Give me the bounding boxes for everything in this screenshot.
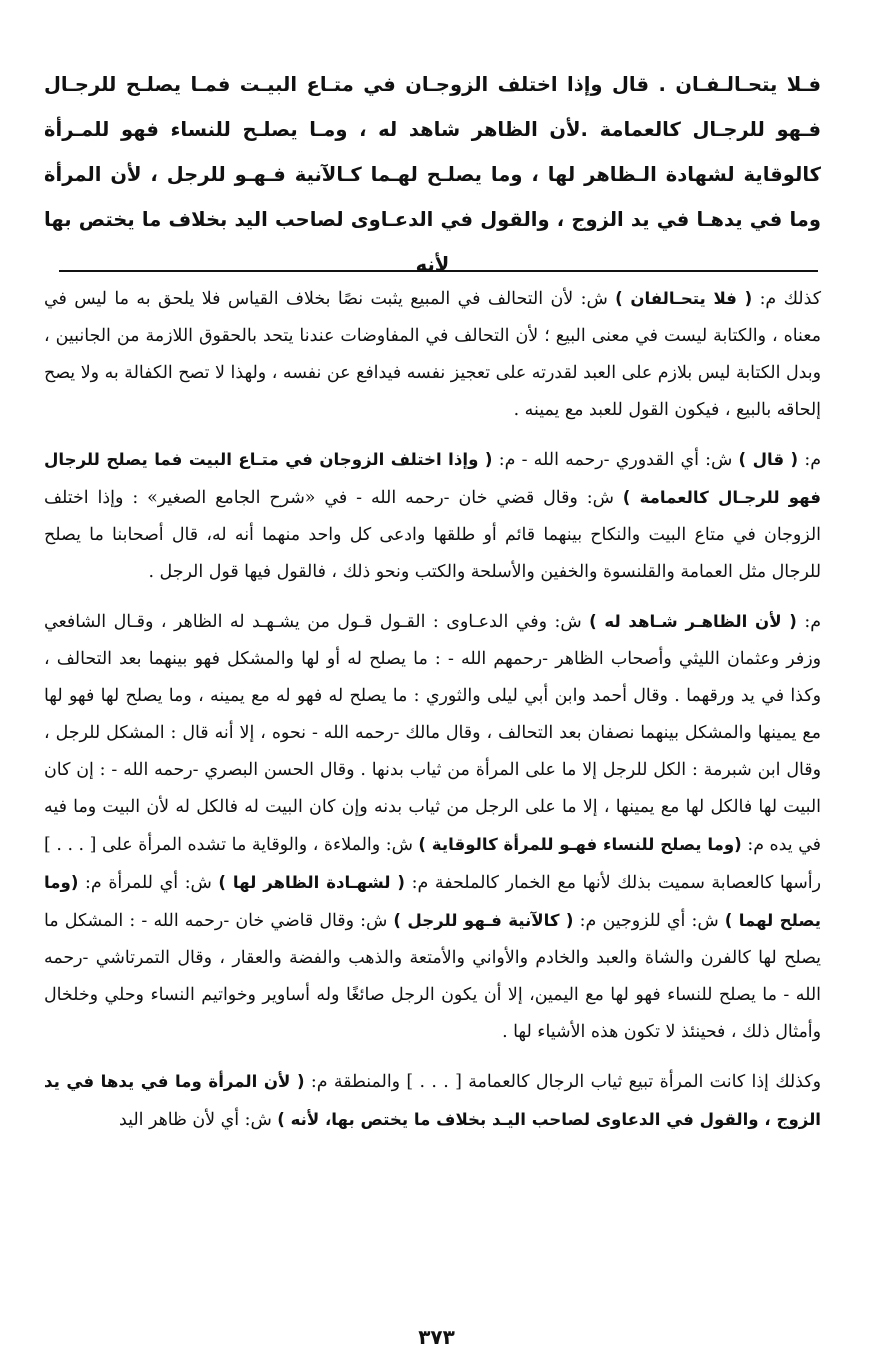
main-text: فـلا يتحـالـفـان . قال وإذا اختلف الزوجـان في متـاع البيـت فمـا يصلـح للرجـال فـهو للرجـال كالعمامة .لأن الظاهر شاهد له ، ومـا يصلـح للنساء فهو للمـرأة كالوقاية لشهادة الـظاهر لها ، وما يصلـح لهـما كـالآنية فـهـو للرجل ، لأن المرأة وما في يدهـا في يد الزوج ، والقول في الدعـاوى لصاحب اليد بخلاف ما يختص بها لأنه <box>44 73 821 276</box>
commentary-text: ش: وقال قاضي خان -رحمه الله - : المشكل ما يصلح لها كالفرن والشاة والعبد والخادم والأواني والأمتعة والذهب والفضة والعقار ، وقال التمرتاشي -رحمه الله - ما يصلح للنساء فهو لها مع اليمين، إلا أن يكون الرجل صائغًا وله أساوير وخواتيم النساء وحلي وخلخال وأمثال ذلك ، فحينئذ لا تكون هذه الأشياء لها . <box>44 911 821 1042</box>
commentary-text: ش: أي لأن ظاهر اليد <box>118 1110 278 1130</box>
commentary <box>44 280 821 1151</box>
commentary-paragraph <box>44 441 821 591</box>
commentary-text: ش: والملاءة ، والوقاية ما تشده المرأة على [ . . . ] رأسها كالعصابة سميت بذلك لأنها مع الخمار كالملحفة م: <box>44 835 821 893</box>
quoted-matn: ( فلا يتحـالفان ) <box>615 289 753 308</box>
commentary-text: ش: وفي الدعـاوى : القـول قـول من يشـهـد له الظاهر ، وقـال الشافعي وزفر وعثمان الليثي وأصحاب الظاهر -رحمهم الله - : ما يصلح له أو لها والمشكل فهو بينهما بعد التحالف ، وكذا في يد ورقهما . وقال أحمد وابن أبي ليلى والثوري : ما يصلح له فهو له مع يمينه ، وما يصلح لها فهو لها مع يمينها والمشكل بينهما نصفان بعد التحالف ، وقال مالك -رحمه الله - نحوه ، إلا أنه قال : المشكل للرجل ، وقال ابن شبرمة : الكل للرجل إلا ما على المرأة من ثياب بدنها . وقال الحسن البصري -رحمه الله - : إن كان البيت لها فالكل لها مع يمينها ، إلا ما على الرجل من ثياب بدنه وإن كان البيت له فالكل له لأن البيت وما فيه في يده م: <box>44 612 821 855</box>
quoted-matn: ( لأن المرأة وما في يدها في يد الزوج ، والقول في الدعاوى لصاحب اليـد بخلاف ما يختص بها، لأنه ) <box>44 1072 821 1129</box>
commentary-text: وكذلك إذا كانت المرأة تبيع ثياب الرجال كالعمامة [ . . . ] والمنطقة م: <box>304 1072 821 1092</box>
quoted-matn: ( كالآنية فـهو للرجل ) <box>393 911 574 930</box>
quoted-matn: ( لأن الظاهـر شـاهد له ) <box>589 612 797 631</box>
page-number: ٣٧٣ <box>418 1325 455 1349</box>
quoted-matn: ( وإذا اختلف الزوجان في متـاع البيت فما يصلح للرجال فهو للرجـال كالعمامة ) <box>44 450 821 507</box>
commentary-text: م: <box>798 450 822 470</box>
commentary-text: م: <box>796 612 822 632</box>
commentary-text: ش: أي القدوري -رحمه الله - م: <box>492 450 739 470</box>
quoted-matn: ( لشهـادة الظاهر لها ) <box>218 873 405 892</box>
commentary-paragraph <box>44 280 821 429</box>
commentary-paragraph <box>44 603 821 1051</box>
separator-line <box>59 270 818 272</box>
commentary-text: ش: وقال قضي خان -رحمه الله - في «شرح الجامع الصغير» : وإذا اختلف الزوجان في متاع البيت والنكاح بينهما قائم أو طلقها وادعى كل واحد منهما أنه له، قال أصحابنا ما يصلح للرجال مثل العمامة والقلنسوة والخفين والأسلحة والكتب ونحو ذلك ، فالقول فيها قول الرجل . <box>44 488 821 582</box>
quoted-matn: (وما يصلح لهما ) <box>44 873 821 930</box>
commentary-text: ش: لأن التحالف في المبيع يثبت نصًا بخلاف القياس فلا يلحق به ما ليس في معناه ، والكتابة ليست في معنى البيع ؛ لأن التحالف في المفاوضات عندنا يتحد بالحقوق اللازمة من الجانبين ، وبدل الكتابة ليس بلازم على العبد لقدرته على تعجيز نفسه فيدافع عن نفسه ، ولهذا لا تصح الكفالة به ولا يصح إلحاقه بالبيع ، فيكون القول للعبد مع يمينه . <box>44 289 821 420</box>
quoted-matn: (وما يصلح للنساء فهـو للمرأة كالوقاية ) <box>418 835 742 854</box>
quoted-matn: ( قال ) <box>738 450 799 469</box>
commentary-text: كذلك م: <box>752 289 821 309</box>
commentary-text: ش: أي للمرأة م: <box>78 873 219 893</box>
commentary-paragraph <box>44 1063 821 1139</box>
commentary-text: ش: أي للزوجين م: <box>573 911 725 931</box>
